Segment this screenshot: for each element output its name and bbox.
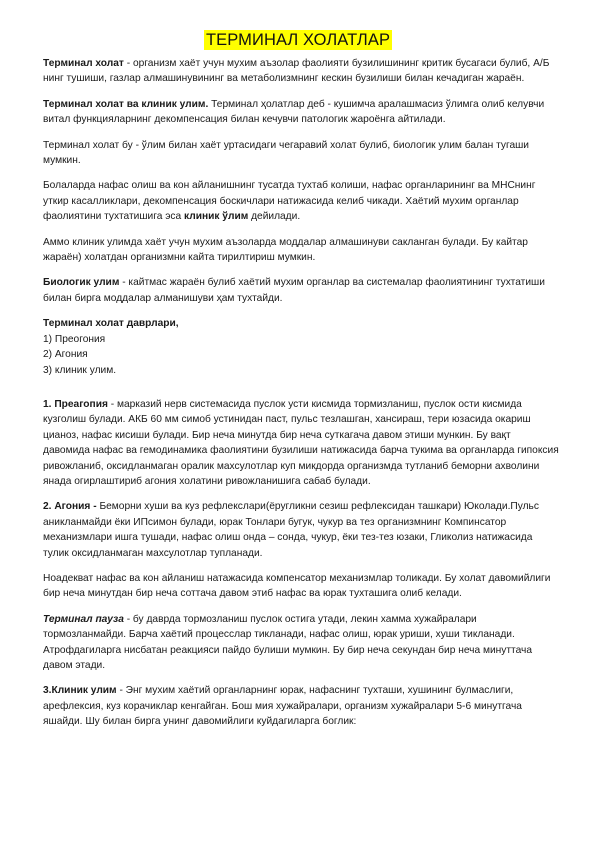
stage-item: 1) Преогония: [43, 333, 106, 345]
term-biological-death: Биологик улим: [43, 277, 120, 289]
paragraph-clinical-death: [43, 683, 559, 729]
term-clinical-death-heading: 3.Клиник улим: [43, 685, 117, 697]
stages-list: [43, 316, 559, 378]
stage-item: 3) клиник улим.: [43, 364, 117, 376]
paragraph-text: - бу даврда тормозланиш пуслок остига утади, лекин хамма хужайралари тормозланмайди. Барча хаётий процесслар тикланади, нафас олиш, юрак уриши, хуши тикланади. Атрофдагиларга нисбатан реакцияси пайдо булиши мумкин. Бу бир неча секундан бир неча минуттача давом этади.: [43, 613, 533, 671]
paragraph-children: [43, 178, 559, 224]
document-body: [43, 56, 559, 740]
paragraph-agony: [43, 499, 559, 561]
term-preagony: 1. Преагопия: [43, 398, 108, 410]
term-agony: 2. Агония -: [43, 501, 97, 513]
paragraph-text: - марказий нерв системасида пуслок усти кисмида тормизланиш, пуслок ости кисмида кузголиш булади. АКБ 60 мм симоб устинидан паст, пульс тезлашган, хансираш, тери юзасида окариш цианоз, нафас кисиши булади. Бир неча минутда бир неча суткагача давом этиши мункин. Бу вақт давомида нафас ва гемодинамика фаолиятини бузилиши натижасида барча тукима ва органларда гипоксия ривожланиб, оксидланмаган оралик махсулотлар куп микдорда организмда тутланиб беморни ахволини янада огирлаштириб агония холатини ривожланишига сабаб булади.: [43, 398, 559, 487]
paragraph-text: - организм хаёт учун мухим аъзолар фаолияти бузилишининг критик бусагаси булиб, А/Б нинг тушиши, газлар алмашинувининг ва метаболизмнинг кескин бузилиши билан кечадиган жараён.: [43, 58, 550, 85]
paragraph-biological-death: [43, 275, 559, 306]
paragraph-text: - Энг мухим хаётий органларнинг юрак, нафаснинг тухташи, хушининг булмаслиги, арефлексия, куз корачиклар кенгайган. Бош мия хужайралари, организм хужайралари 5-6 минутгача яшайди. Шу билан бирга унинг давомийлиги куйдагиларга боглик:: [43, 685, 522, 728]
stage-item: 2) Агония: [43, 349, 88, 361]
paragraph-reversible: Аммо клиник улимда хаёт учун мухим аъзоларда моддалар алмашинуви сакланган булади. Бу кайтар жараён) холатдан организмни кайта тирилтириш мумкин.: [43, 236, 528, 264]
paragraph-terminal-pause: [43, 612, 559, 674]
page-title: ТЕРМИНАЛ ХОЛАТЛАР: [205, 31, 391, 49]
paragraph-text: Болаларда нафас олиш ва кон айланишнинг тусатда тухтаб колиши, нафас органларининг ва МНСнинг уткир касалликлари, декомпенсация боскичлари натижасида келиб чикади. Хаётий мухим органлар фаолиятини тухтатишига эса: [43, 180, 536, 223]
term-terminal-pause: Терминал пауза: [43, 613, 124, 625]
stages-heading: Терминал холат даврлари,: [43, 318, 179, 330]
paragraph-terminal-state: [43, 56, 559, 87]
paragraph-text: - кайтмас жараён булиб хаётий мухим органлар ва системалар фаолиятининг тухтатиши билан бирга моддалар алманишуви ҳам тухтайди.: [43, 277, 545, 304]
paragraph-text: Терминал ҳолатлар деб - кушимча аралашмасиз ўлимга олиб келувчи витал функцияларнинг декомпенсация билан кечувчи патологик жароёнга айтилади.: [43, 98, 545, 126]
paragraph-tail: дейилади.: [248, 211, 301, 223]
paragraph-inadequate-breathing: Ноадекват нафас ва кон айланиш натажасида компенсатор механизмлар толикади. Бу холат давомийлиги бир неча минутдан бир неча соттача давом этиб нафас ва юрак тухташига олиб келади.: [43, 572, 551, 600]
paragraph-border-state: Терминал холат бу - ўлим билан хаёт уртасидаги чегаравий холат булиб, биологик улим балан тугаши мумкин.: [43, 139, 529, 167]
paragraph-text: Беморни хуши ва куз рефлекслари(ёругликни сезиш рефлексидан ташкари) Юколади.Пульс аникланмайди ёки ИПсимон булади, юрак Тонлари бугук, чукур ва тез организмнинг Компинсатор механизмлари ишга тушади, нафас олиш онда – сонда, чукур, ёки тез-тез юзаки, Гликолиз натижасида тулик оксидланмаган махсулотлар тупланади.: [43, 501, 539, 559]
term-terminal-clinical: Терминал холат ва клиник улим.: [43, 98, 209, 110]
title-wrap: [0, 30, 596, 50]
term-clinical-death: клиник ўлим: [184, 211, 249, 223]
paragraph-preagony: [43, 397, 559, 489]
paragraph-terminal-and-clinical: [43, 97, 559, 128]
term-terminal-state: Терминал холат: [43, 58, 124, 69]
